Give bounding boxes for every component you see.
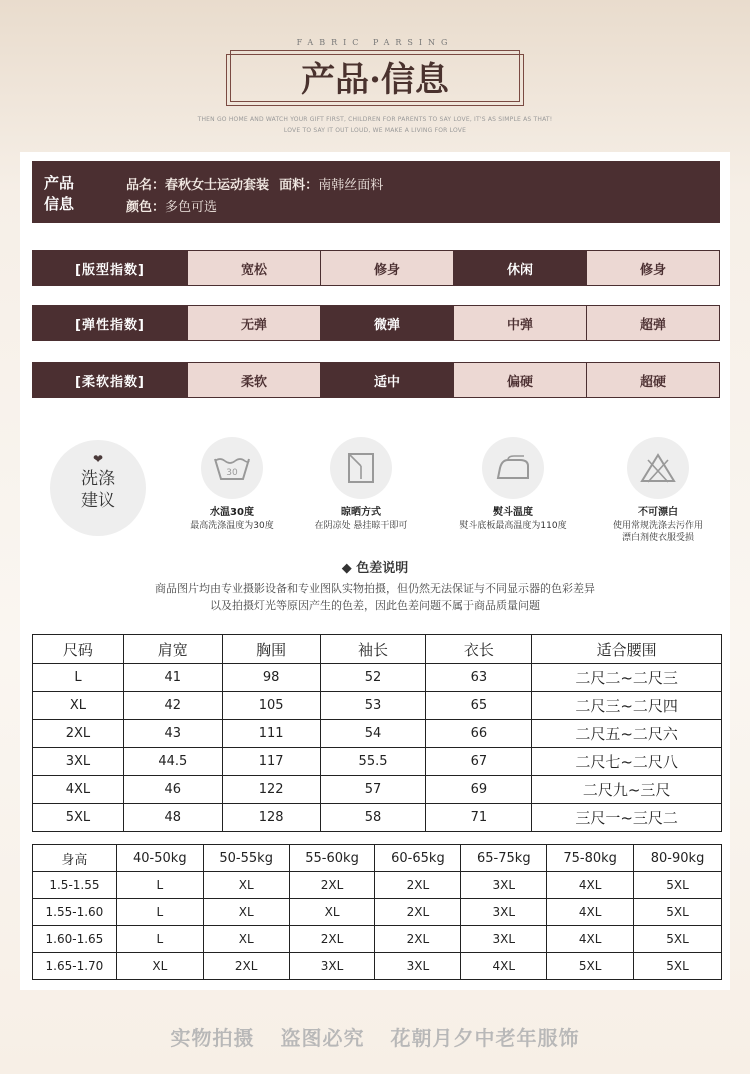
table-cell: 43 bbox=[123, 720, 222, 748]
wash-temp-title: 水温30度 bbox=[210, 507, 254, 518]
table-cell: 105 bbox=[222, 692, 320, 720]
table-cell: XL bbox=[33, 692, 124, 720]
table-cell: XL bbox=[289, 899, 375, 926]
table-cell: L bbox=[116, 899, 203, 926]
table-cell: 128 bbox=[222, 804, 320, 832]
product-name: 春秋女士运动套装 bbox=[165, 178, 270, 193]
product-color-line: 颜色：多色可选 bbox=[126, 200, 218, 215]
fit-index-label: [版型指数] bbox=[33, 251, 187, 285]
wash-advice-badge: ❤ 洗涤 建议 bbox=[50, 440, 146, 536]
wash-30-icon bbox=[201, 437, 263, 499]
table-cell: 69 bbox=[426, 776, 532, 804]
color-diff-text-1: 商品图片均由专业摄影设备和专业图队实物拍摄，但仍然无法保证与不同显示器的色彩差异 bbox=[155, 582, 595, 595]
dry-method-title: 晾晒方式 bbox=[341, 507, 381, 518]
iron-temp-desc: 熨斗底板最高温度为110度 bbox=[459, 521, 567, 531]
slogan-line-1: THEN GO HOME AND WATCH YOUR GIFT FIRST, CHILDREN FOR PARENTS TO SAY LOVE, IT'S AS SIMPLE AS THAT! bbox=[197, 116, 553, 123]
table-cell: 3XL bbox=[289, 953, 375, 980]
table-cell: XL bbox=[116, 953, 203, 980]
elasticity-index-label: [弹性指数] bbox=[33, 306, 187, 340]
table-cell: 5XL bbox=[547, 953, 634, 980]
table-cell: 117 bbox=[222, 748, 320, 776]
elasticity-option-2: 微弹 bbox=[320, 306, 453, 340]
table-cell: 二尺三~二尺四 bbox=[532, 692, 722, 720]
table-cell: 二尺五~二尺六 bbox=[532, 720, 722, 748]
size-col-header: 衣长 bbox=[426, 635, 532, 664]
table-row bbox=[33, 953, 722, 980]
size-col-header: 袖长 bbox=[320, 635, 426, 664]
table-cell: 57 bbox=[320, 776, 426, 804]
table-cell: 65 bbox=[426, 692, 532, 720]
no-bleach-icon bbox=[627, 437, 689, 499]
table-cell: 4XL bbox=[33, 776, 124, 804]
table-cell: 4XL bbox=[461, 953, 547, 980]
softness-index-label: [柔软指数] bbox=[33, 363, 187, 397]
table-cell: 52 bbox=[320, 664, 426, 692]
table-cell: XL bbox=[203, 899, 289, 926]
weight-col-header: 80-90kg bbox=[634, 845, 722, 872]
table-cell: 58 bbox=[320, 804, 426, 832]
table-cell: 44.5 bbox=[123, 748, 222, 776]
color-value: 多色可选 bbox=[165, 200, 218, 215]
table-cell: 5XL bbox=[634, 899, 722, 926]
elasticity-option-4: 超弹 bbox=[586, 306, 719, 340]
table-row bbox=[33, 664, 722, 692]
table-cell: L bbox=[116, 872, 203, 899]
color-diff-text-2: 以及拍摄灯光等原因产生的色差，因此色差问题不属于商品质量问题 bbox=[210, 599, 540, 612]
size-col-header: 尺码 bbox=[33, 635, 124, 664]
table-cell: 2XL bbox=[375, 872, 461, 899]
table-cell: L bbox=[33, 664, 124, 692]
softness-option-2: 适中 bbox=[320, 363, 453, 397]
table-cell: 46 bbox=[123, 776, 222, 804]
weight-col-header: 65-75kg bbox=[461, 845, 547, 872]
softness-option-1: 柔软 bbox=[187, 363, 320, 397]
elasticity-option-1: 无弹 bbox=[187, 306, 320, 340]
product-info-label: 产品 信息 bbox=[44, 174, 75, 213]
fit-index-row bbox=[32, 250, 720, 286]
table-cell: 48 bbox=[123, 804, 222, 832]
iron-icon bbox=[482, 437, 544, 499]
product-name-line: 品名：春秋女士运动套装 面料：南韩丝面料 bbox=[126, 178, 384, 193]
table-cell: 5XL bbox=[634, 872, 722, 899]
height-weight-table bbox=[32, 844, 722, 980]
softness-option-4: 超硬 bbox=[586, 363, 719, 397]
table-cell: 2XL bbox=[375, 926, 461, 953]
table-cell: 42 bbox=[123, 692, 222, 720]
color-diff-title: ◆ 色差说明 bbox=[341, 561, 409, 576]
table-cell: 4XL bbox=[547, 926, 634, 953]
dry-shade-icon bbox=[330, 437, 392, 499]
table-cell: 5XL bbox=[634, 926, 722, 953]
weight-col-header: 75-80kg bbox=[547, 845, 634, 872]
page-title: 产品·信息 bbox=[301, 60, 449, 100]
table-cell: L bbox=[116, 926, 203, 953]
table-cell: 67 bbox=[426, 748, 532, 776]
weight-col-header: 55-60kg bbox=[289, 845, 375, 872]
table-cell: 41 bbox=[123, 664, 222, 692]
table-cell: 4XL bbox=[547, 872, 634, 899]
table-cell: 3XL bbox=[33, 748, 124, 776]
elasticity-option-3: 中弹 bbox=[453, 306, 586, 340]
table-row bbox=[33, 748, 722, 776]
fit-option-4: 修身 bbox=[586, 251, 719, 285]
weight-col-header: 60-65kg bbox=[375, 845, 461, 872]
table-cell: XL bbox=[203, 926, 289, 953]
table-cell: XL bbox=[203, 872, 289, 899]
table-cell: 55.5 bbox=[320, 748, 426, 776]
weight-col-header: 40-50kg bbox=[116, 845, 203, 872]
fabric-value: 南韩丝面料 bbox=[318, 178, 384, 193]
table-cell: 1.5-1.55 bbox=[33, 872, 117, 899]
table-cell: 3XL bbox=[461, 872, 547, 899]
table-cell: 2XL bbox=[289, 872, 375, 899]
table-cell: 63 bbox=[426, 664, 532, 692]
table-cell: 66 bbox=[426, 720, 532, 748]
table-cell: 二尺二~二尺三 bbox=[532, 664, 722, 692]
table-cell: 111 bbox=[222, 720, 320, 748]
size-col-header: 胸围 bbox=[222, 635, 320, 664]
iron-temp-title: 熨斗温度 bbox=[493, 507, 533, 518]
size-table bbox=[32, 634, 722, 832]
wash-temp-desc: 最高洗涤温度为30度 bbox=[190, 521, 274, 531]
softness-option-3: 偏硬 bbox=[453, 363, 586, 397]
fit-option-3: 休闲 bbox=[453, 251, 586, 285]
table-cell: 2XL bbox=[375, 899, 461, 926]
table-cell: 122 bbox=[222, 776, 320, 804]
table-cell: 二尺九~三尺 bbox=[532, 776, 722, 804]
table-row bbox=[33, 692, 722, 720]
weight-col-header: 50-55kg bbox=[203, 845, 289, 872]
table-row bbox=[33, 926, 722, 953]
svg-text:30: 30 bbox=[226, 468, 238, 478]
size-col-header: 适合腰围 bbox=[532, 635, 722, 664]
table-cell: 2XL bbox=[203, 953, 289, 980]
fit-option-2: 修身 bbox=[320, 251, 453, 285]
table-cell: 1.60-1.65 bbox=[33, 926, 117, 953]
table-row bbox=[33, 899, 722, 926]
table-cell: 三尺一~三尺二 bbox=[532, 804, 722, 832]
table-cell: 53 bbox=[320, 692, 426, 720]
table-cell: 1.65-1.70 bbox=[33, 953, 117, 980]
slogan-line-2: LOVE TO SAY IT OUT LOUD, WE MAKE A LIVING FOR LOVE bbox=[283, 127, 467, 134]
table-row bbox=[33, 720, 722, 748]
eyebrow-text: FABRIC PARSING bbox=[296, 38, 454, 47]
no-bleach-desc-1: 使用常规洗涤去污作用 bbox=[612, 521, 703, 531]
weight-table-header bbox=[33, 845, 722, 872]
size-table-header bbox=[33, 635, 722, 664]
dry-method-desc: 在阴凉处 悬挂晾干即可 bbox=[314, 521, 408, 531]
table-cell: 5XL bbox=[634, 953, 722, 980]
table-cell: 2XL bbox=[289, 926, 375, 953]
table-row bbox=[33, 872, 722, 899]
elasticity-index-row bbox=[32, 305, 720, 341]
table-cell: 5XL bbox=[33, 804, 124, 832]
fit-option-1: 宽松 bbox=[187, 251, 320, 285]
table-cell: 54 bbox=[320, 720, 426, 748]
table-cell: 3XL bbox=[375, 953, 461, 980]
weight-col-header: 身高 bbox=[33, 845, 117, 872]
table-cell: 4XL bbox=[547, 899, 634, 926]
table-row bbox=[33, 776, 722, 804]
size-col-header: 肩宽 bbox=[123, 635, 222, 664]
no-bleach-desc-2: 漂白剂使衣服受损 bbox=[621, 533, 694, 543]
table-row bbox=[33, 804, 722, 832]
table-cell: 1.55-1.60 bbox=[33, 899, 117, 926]
table-cell: 二尺七~二尺八 bbox=[532, 748, 722, 776]
no-bleach-title: 不可漂白 bbox=[638, 507, 678, 518]
heart-icon: ❤ bbox=[92, 452, 104, 466]
table-cell: 98 bbox=[222, 664, 320, 692]
table-cell: 2XL bbox=[33, 720, 124, 748]
table-cell: 3XL bbox=[461, 926, 547, 953]
product-info-bar bbox=[32, 161, 720, 223]
table-cell: 71 bbox=[426, 804, 532, 832]
table-cell: 3XL bbox=[461, 899, 547, 926]
footer-watermark: 实物拍摄 盗图必究 花朝月夕中老年服饰 bbox=[170, 1026, 580, 1050]
softness-index-row bbox=[32, 362, 720, 398]
